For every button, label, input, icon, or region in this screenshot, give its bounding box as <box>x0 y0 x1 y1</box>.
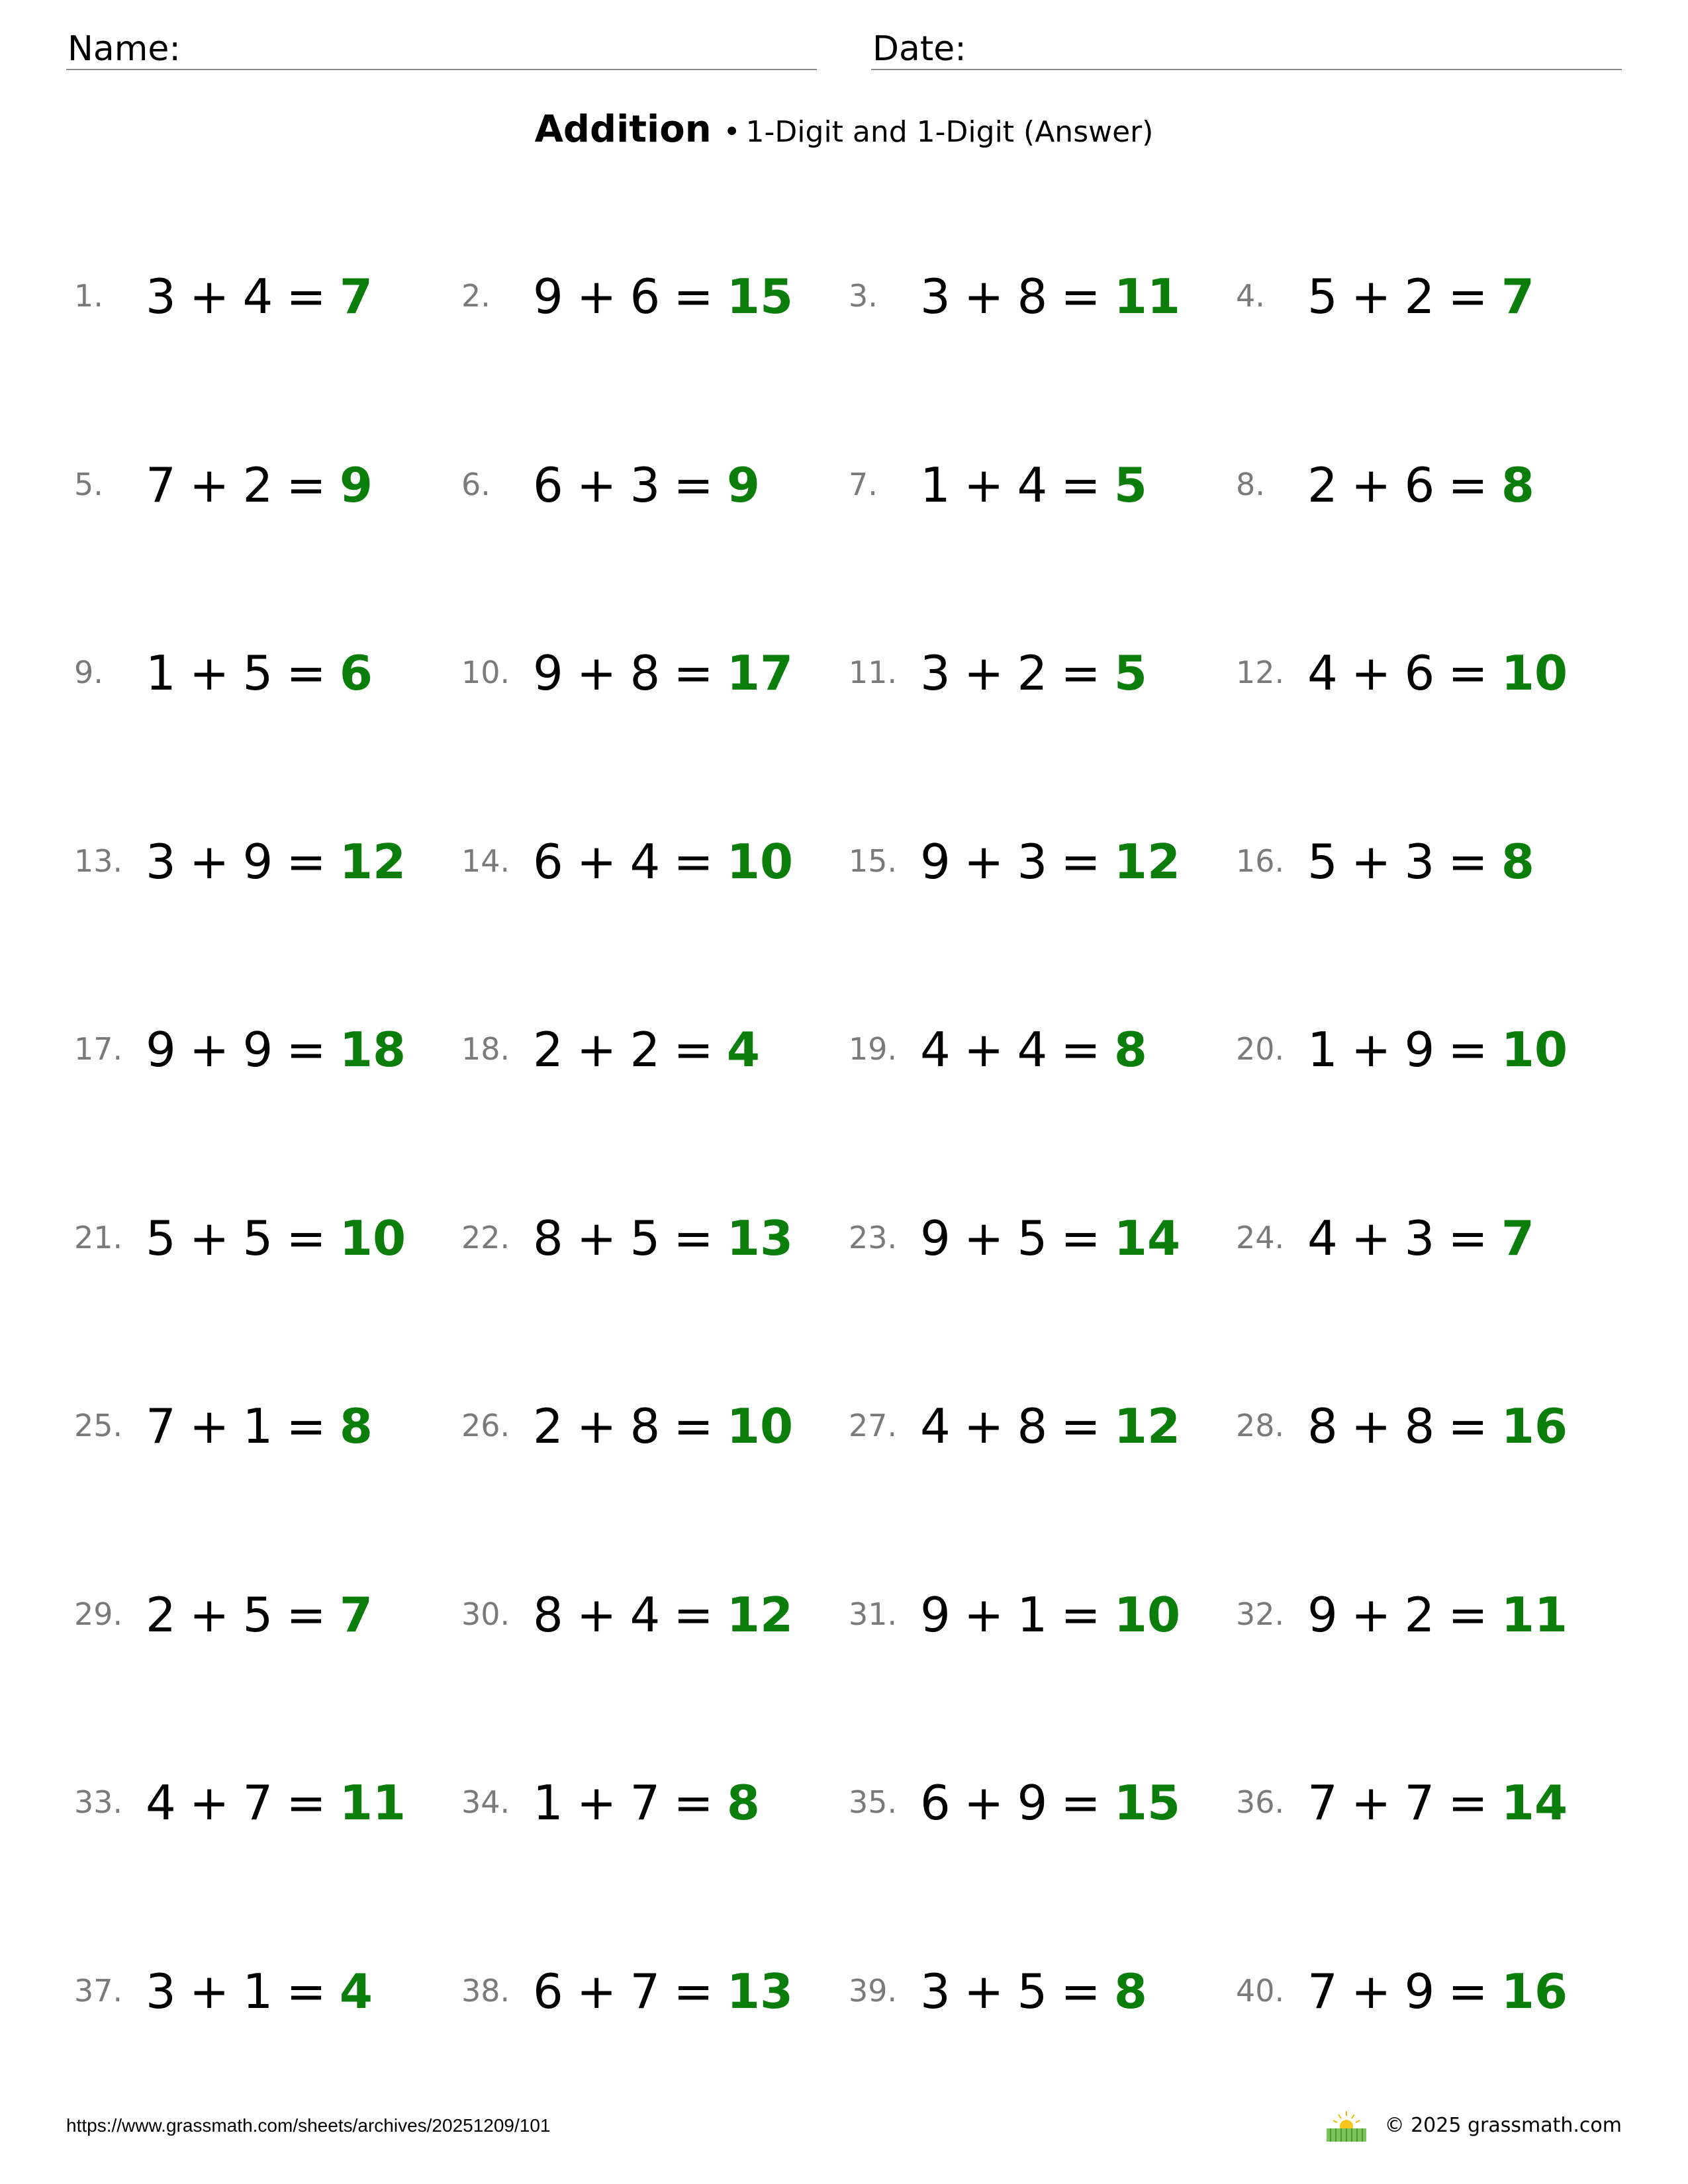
equals-sign: = <box>1060 1022 1101 1077</box>
operand-a: 1 <box>146 645 176 701</box>
answer: 5 <box>1113 457 1148 513</box>
operand-b: 8 <box>1404 1398 1435 1454</box>
plus-sign: + <box>576 1022 617 1077</box>
problem-equation <box>920 645 1148 701</box>
problem-equation <box>1307 1210 1535 1266</box>
plus-sign: + <box>576 457 617 513</box>
operand-a: 4 <box>1307 1210 1338 1266</box>
operand-a: 1 <box>1307 1022 1338 1077</box>
operand-b: 9 <box>1404 1022 1435 1077</box>
plus-sign: + <box>576 1398 617 1454</box>
operand-a: 7 <box>146 1398 176 1454</box>
operand-b: 4 <box>242 269 273 324</box>
problem-equation <box>146 1587 373 1643</box>
problem-equation <box>146 834 406 889</box>
plus-sign: + <box>189 1775 230 1831</box>
plus-sign: + <box>1350 645 1391 701</box>
title-main: Addition <box>534 108 712 151</box>
problem-number: 16. <box>1236 843 1285 879</box>
problem-number: 9. <box>74 655 103 690</box>
operand-b: 3 <box>1404 834 1435 889</box>
plus-sign: + <box>189 269 230 324</box>
equals-sign: = <box>673 645 714 701</box>
problem-number: 33. <box>74 1784 123 1820</box>
problem-equation <box>146 457 373 513</box>
operand-a: 9 <box>1307 1587 1338 1643</box>
operand-a: 7 <box>146 457 176 513</box>
problem-equation <box>533 1775 761 1831</box>
problem-number: 30. <box>461 1596 510 1632</box>
equals-sign: = <box>673 1775 714 1831</box>
problem-number: 17. <box>74 1031 123 1067</box>
operand-b: 5 <box>242 1210 273 1266</box>
operand-a: 6 <box>533 834 563 889</box>
problem-equation <box>146 1022 406 1077</box>
answer: 10 <box>1113 1587 1181 1643</box>
answer: 12 <box>1113 1398 1181 1454</box>
operand-a: 3 <box>920 269 951 324</box>
problem-number: 24. <box>1236 1220 1285 1255</box>
answer: 12 <box>1113 834 1181 889</box>
operand-b: 5 <box>1017 1964 1048 2019</box>
problem-equation <box>146 1398 373 1454</box>
answer: 16 <box>1501 1398 1568 1454</box>
answer: 4 <box>726 1022 761 1077</box>
operand-b: 1 <box>242 1964 273 2019</box>
problem-equation <box>1307 1022 1568 1077</box>
problem-equation <box>920 834 1181 889</box>
problem-number: 22. <box>461 1220 510 1255</box>
operand-b: 9 <box>242 834 273 889</box>
equals-sign: = <box>673 834 714 889</box>
operand-b: 4 <box>630 834 661 889</box>
answer: 7 <box>1501 1210 1535 1266</box>
operand-b: 2 <box>1404 1587 1435 1643</box>
answer: 17 <box>726 645 794 701</box>
answer: 10 <box>1501 645 1568 701</box>
plus-sign: + <box>1350 1022 1391 1077</box>
plus-sign: + <box>963 269 1004 324</box>
plus-sign: + <box>189 1964 230 2019</box>
equals-sign: = <box>286 1587 326 1643</box>
answer: 14 <box>1113 1210 1181 1266</box>
equals-sign: = <box>1448 1398 1488 1454</box>
answer: 10 <box>726 834 794 889</box>
plus-sign: + <box>576 645 617 701</box>
problem-equation <box>1307 834 1535 889</box>
equals-sign: = <box>1060 1964 1101 2019</box>
equals-sign: = <box>286 834 326 889</box>
operand-a: 3 <box>920 645 951 701</box>
answer: 6 <box>339 645 373 701</box>
operand-b: 8 <box>1017 1398 1048 1454</box>
operand-a: 6 <box>920 1775 951 1831</box>
problem-number: 36. <box>1236 1784 1285 1820</box>
operand-a: 3 <box>146 834 176 889</box>
problem-number: 15. <box>849 843 898 879</box>
problem-number: 27. <box>849 1408 898 1443</box>
problem-equation <box>533 269 794 324</box>
equals-sign: = <box>1448 1022 1488 1077</box>
operand-b: 4 <box>630 1587 661 1643</box>
equals-sign: = <box>286 1964 326 2019</box>
problem-equation <box>533 1022 761 1077</box>
equals-sign: = <box>286 1775 326 1831</box>
answer: 7 <box>339 1587 373 1643</box>
answer: 5 <box>1113 645 1148 701</box>
operand-b: 3 <box>1404 1210 1435 1266</box>
plus-sign: + <box>189 645 230 701</box>
problem-number: 37. <box>74 1973 123 2009</box>
operand-a: 9 <box>920 1210 951 1266</box>
plus-sign: + <box>189 457 230 513</box>
date-label: Date: <box>872 29 966 69</box>
title-subtitle: 1-Digit and 1-Digit (Answer) <box>745 115 1154 149</box>
equals-sign: = <box>286 1210 326 1266</box>
problem-number: 2. <box>461 278 491 314</box>
problem-equation <box>146 1775 406 1831</box>
problem-number: 21. <box>74 1220 123 1255</box>
plus-sign: + <box>576 834 617 889</box>
operand-a: 9 <box>920 834 951 889</box>
problem-equation <box>533 645 794 701</box>
answer: 11 <box>1113 269 1181 324</box>
answer: 10 <box>339 1210 406 1266</box>
operand-a: 6 <box>533 1964 563 2019</box>
operand-a: 4 <box>920 1398 951 1454</box>
answer: 10 <box>726 1398 794 1454</box>
problem-number: 14. <box>461 843 510 879</box>
answer: 16 <box>1501 1964 1568 2019</box>
answer: 18 <box>339 1022 406 1077</box>
answer: 8 <box>1501 457 1535 513</box>
plus-sign: + <box>1350 269 1391 324</box>
operand-a: 9 <box>533 645 563 701</box>
equals-sign: = <box>1448 457 1488 513</box>
title-bullet: • <box>723 115 741 149</box>
operand-b: 9 <box>242 1022 273 1077</box>
answer: 9 <box>726 457 761 513</box>
plus-sign: + <box>189 834 230 889</box>
problem-equation <box>920 1587 1181 1643</box>
problem-number: 39. <box>849 1973 898 2009</box>
plus-sign: + <box>1350 1964 1391 2019</box>
operand-b: 3 <box>630 457 661 513</box>
plus-sign: + <box>576 1587 617 1643</box>
problem-equation <box>146 1964 373 2019</box>
operand-b: 5 <box>242 645 273 701</box>
problem-number: 25. <box>74 1408 123 1443</box>
answer: 7 <box>339 269 373 324</box>
problem-number: 40. <box>1236 1973 1285 2009</box>
operand-b: 5 <box>1017 1210 1048 1266</box>
operand-a: 4 <box>146 1775 176 1831</box>
answer: 15 <box>1113 1775 1181 1831</box>
plus-sign: + <box>576 1775 617 1831</box>
operand-a: 3 <box>920 1964 951 2019</box>
problem-equation <box>1307 645 1568 701</box>
problem-equation <box>533 1398 794 1454</box>
plus-sign: + <box>576 1964 617 2019</box>
plus-sign: + <box>963 1398 1004 1454</box>
operand-a: 4 <box>1307 645 1338 701</box>
answer: 8 <box>1501 834 1535 889</box>
operand-a: 9 <box>920 1587 951 1643</box>
problem-equation <box>533 1587 794 1643</box>
equals-sign: = <box>673 457 714 513</box>
equals-sign: = <box>1060 1587 1101 1643</box>
problem-equation <box>920 457 1148 513</box>
plus-sign: + <box>963 1964 1004 2019</box>
problem-number: 10. <box>461 655 510 690</box>
equals-sign: = <box>1060 645 1101 701</box>
operand-a: 3 <box>146 269 176 324</box>
plus-sign: + <box>189 1587 230 1643</box>
operand-b: 2 <box>1404 269 1435 324</box>
problem-number: 38. <box>461 1973 510 2009</box>
operand-b: 6 <box>1404 645 1435 701</box>
answer: 7 <box>1501 269 1535 324</box>
equals-sign: = <box>1448 1210 1488 1266</box>
operand-b: 3 <box>1017 834 1048 889</box>
operand-a: 6 <box>533 457 563 513</box>
grass-sun-logo-icon <box>1323 2109 1370 2143</box>
problem-equation <box>1307 269 1535 324</box>
equals-sign: = <box>1060 269 1101 324</box>
operand-b: 5 <box>242 1587 273 1643</box>
operand-b: 7 <box>1404 1775 1435 1831</box>
plus-sign: + <box>1350 834 1391 889</box>
operand-a: 3 <box>146 1964 176 2019</box>
operand-a: 9 <box>146 1022 176 1077</box>
plus-sign: + <box>963 1022 1004 1077</box>
answer: 15 <box>726 269 794 324</box>
answer: 8 <box>1113 1964 1148 2019</box>
equals-sign: = <box>673 1022 714 1077</box>
operand-b: 6 <box>1404 457 1435 513</box>
operand-b: 2 <box>242 457 273 513</box>
problem-equation <box>1307 1964 1568 2019</box>
problem-number: 28. <box>1236 1408 1285 1443</box>
equals-sign: = <box>1060 1210 1101 1266</box>
operand-b: 4 <box>1017 457 1048 513</box>
operand-b: 8 <box>630 1398 661 1454</box>
problem-number: 20. <box>1236 1031 1285 1067</box>
problem-equation <box>533 834 794 889</box>
operand-a: 2 <box>533 1022 563 1077</box>
plus-sign: + <box>1350 1587 1391 1643</box>
answer: 8 <box>1113 1022 1148 1077</box>
problem-number: 29. <box>74 1596 123 1632</box>
problem-number: 35. <box>849 1784 898 1820</box>
operand-b: 1 <box>242 1398 273 1454</box>
operand-a: 2 <box>533 1398 563 1454</box>
problem-equation <box>1307 1587 1568 1643</box>
operand-a: 7 <box>1307 1964 1338 2019</box>
problem-equation <box>920 1964 1148 2019</box>
operand-a: 5 <box>1307 269 1338 324</box>
plus-sign: + <box>1350 1775 1391 1831</box>
answer: 13 <box>726 1210 794 1266</box>
problem-number: 31. <box>849 1596 898 1632</box>
operand-b: 4 <box>1017 1022 1048 1077</box>
equals-sign: = <box>1448 1587 1488 1643</box>
answer: 13 <box>726 1964 794 2019</box>
equals-sign: = <box>673 1398 714 1454</box>
operand-b: 9 <box>1404 1964 1435 2019</box>
operand-b: 6 <box>630 269 661 324</box>
answer: 8 <box>339 1398 373 1454</box>
problem-equation <box>146 269 373 324</box>
footer-brand <box>1323 2106 1622 2146</box>
equals-sign: = <box>673 269 714 324</box>
answer: 8 <box>726 1775 761 1831</box>
problem-number: 11. <box>849 655 898 690</box>
plus-sign: + <box>963 1210 1004 1266</box>
problem-equation <box>1307 1775 1568 1831</box>
equals-sign: = <box>1448 1964 1488 2019</box>
operand-a: 5 <box>146 1210 176 1266</box>
footer-copyright: © 2025 grassmath.com <box>1384 2114 1622 2137</box>
plus-sign: + <box>963 1775 1004 1831</box>
plus-sign: + <box>189 1210 230 1266</box>
equals-sign: = <box>1448 269 1488 324</box>
operand-a: 2 <box>146 1587 176 1643</box>
plus-sign: + <box>189 1398 230 1454</box>
equals-sign: = <box>286 1398 326 1454</box>
problem-number: 12. <box>1236 655 1285 690</box>
equals-sign: = <box>1448 1775 1488 1831</box>
problem-number: 5. <box>74 467 103 502</box>
operand-a: 4 <box>920 1022 951 1077</box>
operand-a: 8 <box>1307 1398 1338 1454</box>
problem-equation <box>533 1964 794 2019</box>
operand-a: 8 <box>533 1210 563 1266</box>
problem-number: 34. <box>461 1784 510 1820</box>
plus-sign: + <box>1350 457 1391 513</box>
problem-number: 32. <box>1236 1596 1285 1632</box>
answer: 11 <box>1501 1587 1568 1643</box>
problem-number: 18. <box>461 1031 510 1067</box>
problem-equation <box>1307 457 1535 513</box>
plus-sign: + <box>189 1022 230 1077</box>
operand-a: 8 <box>533 1587 563 1643</box>
plus-sign: + <box>576 269 617 324</box>
answer: 4 <box>339 1964 373 2019</box>
plus-sign: + <box>1350 1210 1391 1266</box>
operand-a: 7 <box>1307 1775 1338 1831</box>
operand-b: 2 <box>630 1022 661 1077</box>
plus-sign: + <box>963 457 1004 513</box>
operand-a: 9 <box>533 269 563 324</box>
operand-b: 7 <box>242 1775 273 1831</box>
operand-a: 2 <box>1307 457 1338 513</box>
problem-equation <box>920 1398 1181 1454</box>
problem-number: 26. <box>461 1408 510 1443</box>
problem-number: 23. <box>849 1220 898 1255</box>
operand-b: 8 <box>630 645 661 701</box>
problem-equation <box>1307 1398 1568 1454</box>
footer-url[interactable]: https://www.grassmath.com/sheets/archives/20251209/101 <box>66 2115 551 2136</box>
name-label: Name: <box>68 29 181 69</box>
operand-a: 1 <box>533 1775 563 1831</box>
operand-b: 5 <box>630 1210 661 1266</box>
answer: 12 <box>339 834 406 889</box>
plus-sign: + <box>576 1210 617 1266</box>
answer: 12 <box>726 1587 794 1643</box>
equals-sign: = <box>286 457 326 513</box>
plus-sign: + <box>963 645 1004 701</box>
equals-sign: = <box>673 1210 714 1266</box>
problem-number: 7. <box>849 467 878 502</box>
operand-a: 1 <box>920 457 951 513</box>
operand-a: 5 <box>1307 834 1338 889</box>
problem-equation <box>146 645 373 701</box>
answer: 9 <box>339 457 373 513</box>
problem-number: 3. <box>849 278 878 314</box>
problem-equation <box>146 1210 406 1266</box>
problem-number: 6. <box>461 467 491 502</box>
equals-sign: = <box>673 1964 714 2019</box>
problem-number: 13. <box>74 843 123 879</box>
equals-sign: = <box>1060 457 1101 513</box>
equals-sign: = <box>1448 834 1488 889</box>
problem-equation <box>533 1210 794 1266</box>
operand-b: 7 <box>630 1964 661 2019</box>
equals-sign: = <box>286 1022 326 1077</box>
equals-sign: = <box>286 269 326 324</box>
equals-sign: = <box>1448 645 1488 701</box>
operand-b: 9 <box>1017 1775 1048 1831</box>
problem-number: 8. <box>1236 467 1265 502</box>
equals-sign: = <box>1060 1775 1101 1831</box>
plus-sign: + <box>1350 1398 1391 1454</box>
answer: 11 <box>339 1775 406 1831</box>
equals-sign: = <box>673 1587 714 1643</box>
problem-equation <box>920 1022 1148 1077</box>
problem-equation <box>920 269 1181 324</box>
answer: 10 <box>1501 1022 1568 1077</box>
operand-b: 8 <box>1017 269 1048 324</box>
problem-number: 1. <box>74 278 103 314</box>
operand-b: 7 <box>630 1775 661 1831</box>
operand-b: 1 <box>1017 1587 1048 1643</box>
problem-equation <box>920 1210 1181 1266</box>
answer: 14 <box>1501 1775 1568 1831</box>
plus-sign: + <box>963 834 1004 889</box>
operand-b: 2 <box>1017 645 1048 701</box>
problem-equation <box>533 457 761 513</box>
equals-sign: = <box>286 645 326 701</box>
problem-number: 19. <box>849 1031 898 1067</box>
equals-sign: = <box>1060 834 1101 889</box>
equals-sign: = <box>1060 1398 1101 1454</box>
problem-number: 4. <box>1236 278 1265 314</box>
plus-sign: + <box>963 1587 1004 1643</box>
problem-equation <box>920 1775 1181 1831</box>
